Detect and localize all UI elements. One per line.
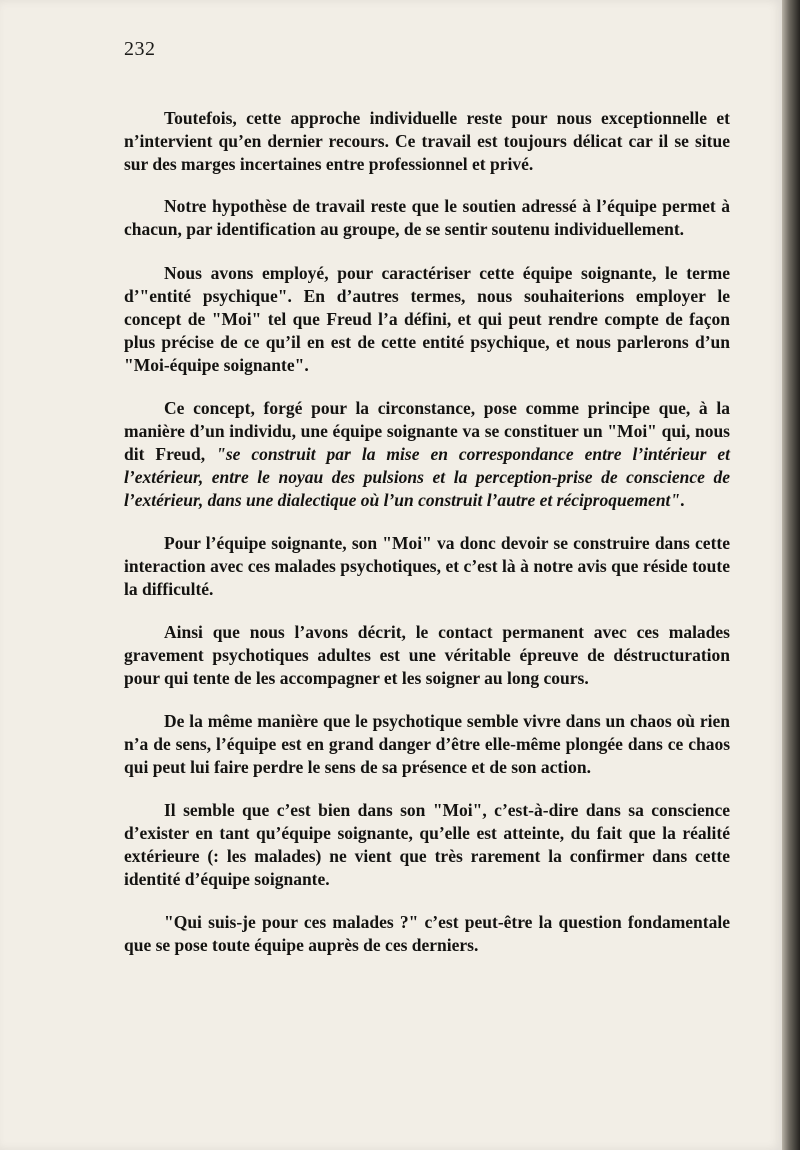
paragraph-3: Nous avons employé, pour caractériser cette équipe soignante, le terme d’"entité psychique". En d’autres termes, nous souhaiterions employer le concept de "Moi" tel que Freud l’a défini, et qui peut rendre compte de façon plus précise de ce qu’il en est de cette entité psychique, et nous parlerons d’un "Moi-équipe soignante". (124, 263, 730, 375)
page-number: 232 (124, 38, 156, 60)
paragraph-7: De la même manière que le psychotique semble vivre dans un chaos où rien n’a de sens, l’équipe est en grand danger d’être elle-même plongée dans ce chaos qui peut lui faire perdre le sens de sa présence et de son action. (124, 711, 730, 777)
paragraph-8: Il semble que c’est bien dans son "Moi", c’est-à-dire dans sa conscience d’exister en tant qu’équipe soignante, qu’elle est atteinte, du fait que la réalité extérieure (: les malades) ne vient que très rarement la confirmer dans cette identité d’équipe soignante. (124, 800, 730, 889)
body-text (124, 107, 730, 975)
paragraph-1: Toutefois, cette approche individuelle reste pour nous exceptionnelle et n’intervient qu’en dernier recours. Ce travail est toujours délicat car il se situe sur des marges incertaines entre professionnel et privé. (124, 108, 730, 174)
freud-quote: "se construit par la mise en correspondance entre l’intérieur et l’extérieur, entre le noyau des pulsions et la perception-prise de conscience de l’extérieur, dans une dialectique où l’un construit l’autre et réciproquement" (124, 444, 731, 510)
paragraph-6: Ainsi que nous l’avons décrit, le contact permanent avec ces malades gravement psychotiques adultes est une véritable épreuve de déstructuration pour qui tente de les accompagner et les soigner au long cours. (124, 622, 730, 688)
paragraph-4-intro: Ce concept, forgé pour la circonstance, pose comme principe que, à la manière d’un individu, une équipe soignante va se constituer un "Moi" qui, nous dit Freud, (124, 398, 730, 464)
page-edge-shadow (782, 0, 800, 1150)
paragraph-4 (124, 397, 730, 512)
paragraph-4-end: . (680, 490, 685, 510)
paragraph-9: "Qui suis-je pour ces malades ?" c’est peut-être la question fondamentale que se pose toute équipe auprès de ces derniers. (124, 912, 730, 955)
paragraph-5: Pour l’équipe soignante, son "Moi" va donc devoir se construire dans cette interaction avec ces malades psychotiques, et c’est là à notre avis que réside toute la difficulté. (124, 533, 730, 599)
paragraph-2: Notre hypothèse de travail reste que le soutien adressé à l’équipe permet à chacun, par identification au groupe, de se sentir soutenu individuellement. (124, 196, 730, 239)
